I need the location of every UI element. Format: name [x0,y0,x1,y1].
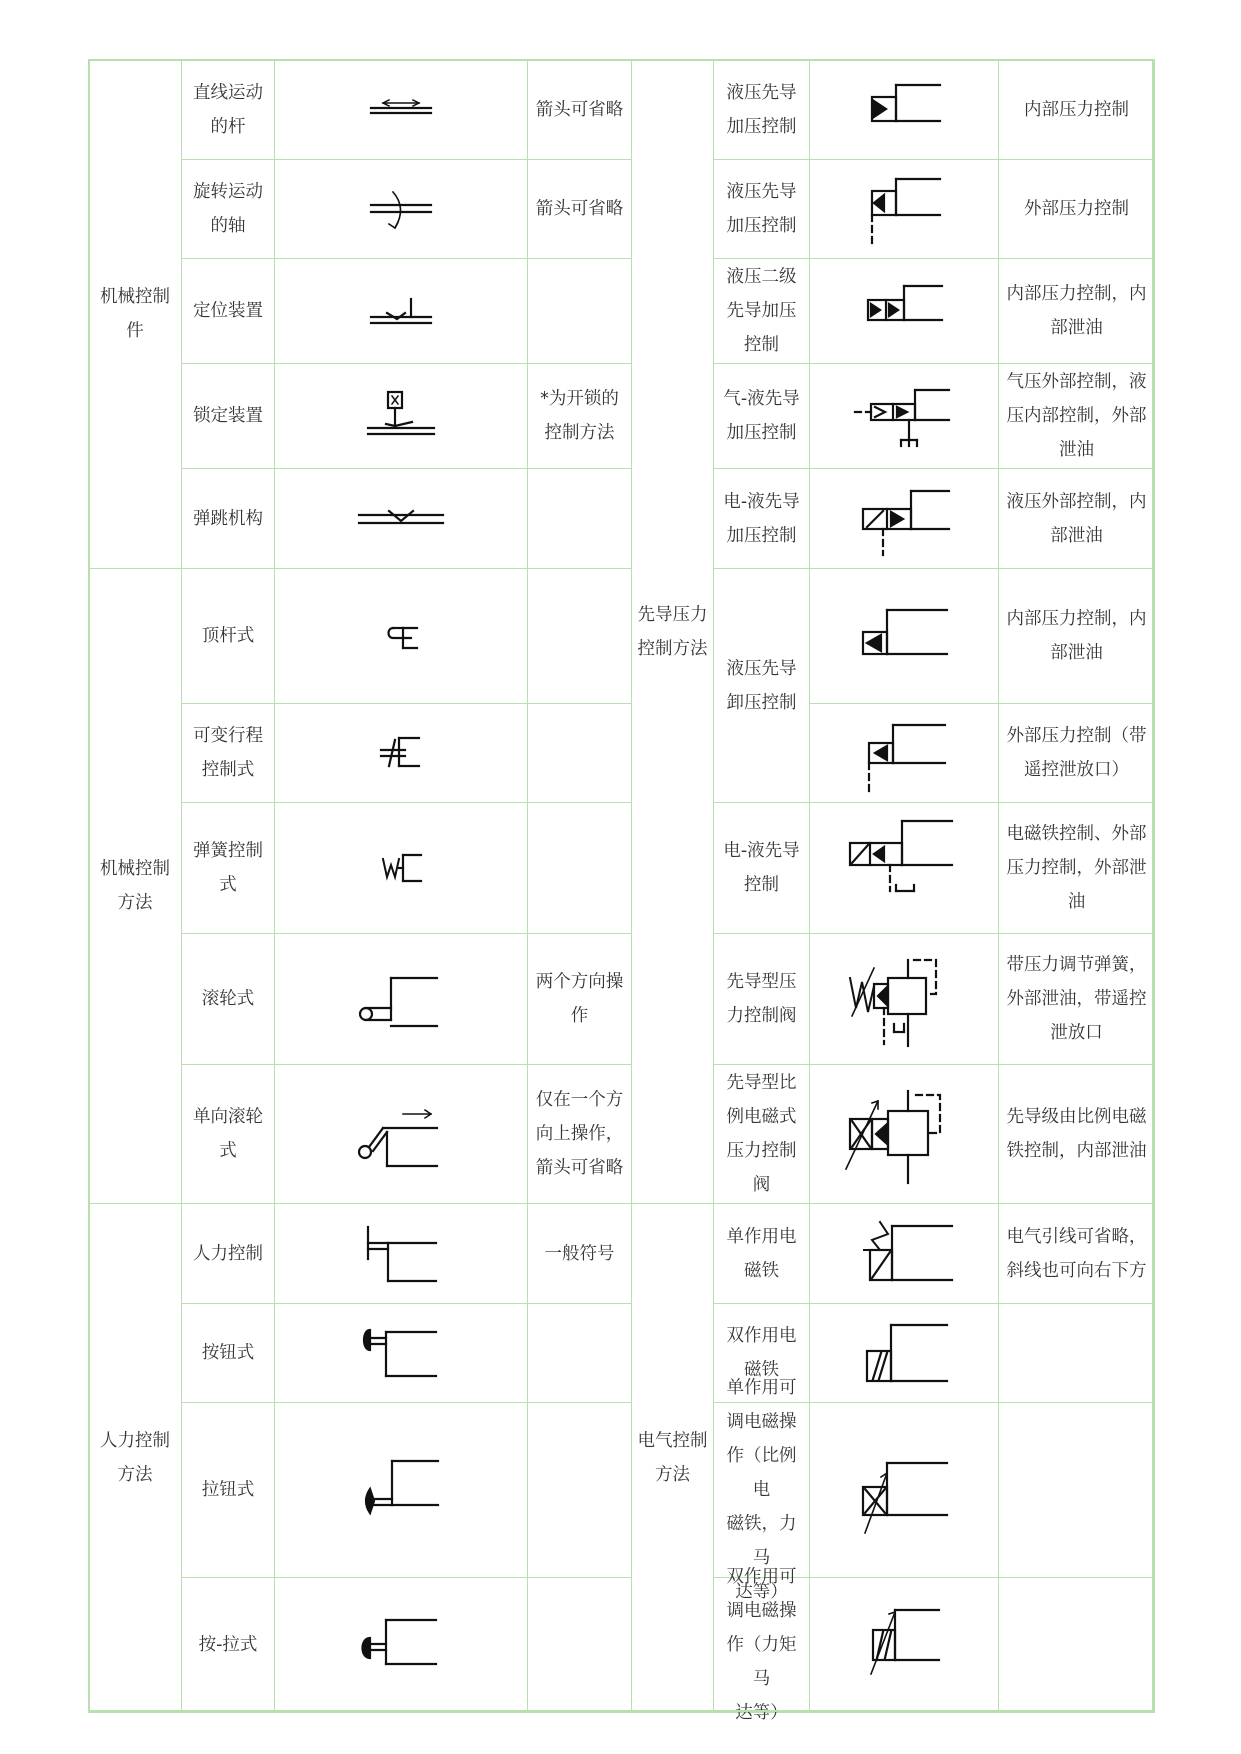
symbol-name-line: 定位装置 [193,301,263,321]
symbol-cell [274,159,528,259]
hydraulic-pilot-pressurize-symbol [854,75,954,145]
linear-rod-symbol [361,95,441,125]
symbol-name-line: 磁铁，力马 [726,1514,797,1568]
one-way-roller-symbol [351,1094,451,1174]
pilot-release-internal-symbol [849,596,959,676]
symbol-note [527,1577,632,1713]
symbol-name [181,1577,275,1713]
symbol-cell [809,59,999,160]
symbol-name-line: 加压控制 [726,423,797,443]
symbol-cell [274,802,528,934]
symbol-name [181,159,275,259]
symbol-name-line: 磁铁 [744,1260,779,1281]
symbol-note [527,1402,632,1578]
symbol-name-line: 式 [219,875,237,895]
symbol-note-line: 电磁铁控制、外部 [1006,824,1147,844]
torque-motor-symbol [849,1590,959,1700]
symbol-name [181,1402,275,1578]
manual-control-symbol [356,1219,446,1289]
symbol-note [998,1577,1155,1713]
symbol-cell [274,568,528,704]
symbol-note-line: 一般符号 [544,1243,615,1264]
symbol-name [181,59,275,160]
symbol-name-line: 式 [219,1141,237,1161]
symbol-name-line: 气-液先导 [723,389,800,409]
symbol-name [713,363,810,469]
symbol-cell [809,802,999,934]
symbol-note [998,159,1155,259]
symbol-note-line: 部泄油 [1050,643,1103,663]
symbol-note [527,1203,632,1304]
symbol-note [527,933,632,1065]
symbol-name-line: 人力控制 [193,1243,263,1264]
symbol-name-line: 压力控制 [726,1141,797,1161]
group-mechanical-methods-line: 方法 [117,893,153,913]
symbol-name-line: 双作用电 [726,1326,797,1346]
detent-device-symbol [361,291,441,331]
electro-hydraulic-pilot-symbol [849,479,959,559]
symbol-name-line: 先导加压 [726,301,797,321]
symbol-name-line: 调电磁操 [726,1601,797,1621]
symbol-name-line: 先导型压 [726,972,797,992]
symbol-name-line: 旋转运动 [193,182,263,202]
symbol-note-line: 油 [1067,892,1086,912]
push-button-symbol [356,1318,446,1388]
symbol-name-line: 加压控制 [726,216,797,236]
push-pull-symbol [356,1600,446,1690]
symbol-note [998,1303,1155,1403]
locking-device-symbol [356,386,446,446]
symbol-name [713,1567,810,1723]
symbol-name-line: 加压控制 [726,116,797,137]
symbol-cell [809,468,999,569]
symbol-note-line: 内部压力控制，内 [1006,609,1147,629]
group-manual-methods-line: 人力控制 [100,1431,170,1451]
symbol-cell [809,568,999,704]
symbol-note [998,468,1155,569]
symbol-name [181,1203,275,1304]
symbol-cell [274,1064,528,1204]
symbol-note-line: 两个方向操 [535,972,624,992]
symbol-name-line: 电-液先导 [723,491,800,512]
symbol-name-line: 磁铁 [744,1360,779,1380]
symbol-table [88,59,1154,1723]
symbol-note-line: 部泄油 [1050,318,1103,338]
symbol-name-line: 按钮式 [201,1343,255,1363]
symbol-cell [274,933,528,1065]
symbol-name-line: 卸压控制 [726,692,797,713]
symbol-name-line: 先导型比 [726,1073,797,1093]
air-hydraulic-pilot-symbol [849,376,959,456]
symbol-name [181,568,275,704]
symbol-name-line: 液压先导 [726,82,797,103]
symbol-name [181,1064,275,1204]
symbol-note [998,802,1155,934]
symbol-name-line: 锁定装置 [193,406,263,426]
proportional-solenoid-symbol [849,1435,959,1545]
group-mechanical-methods-line: 机械控制 [100,859,170,879]
symbol-cell [274,258,528,364]
symbol-cell [809,1303,999,1403]
symbol-name-line: 控制 [743,875,779,895]
symbol-note-line: 外部压力控制（带 [1006,726,1147,746]
symbol-note [998,258,1155,364]
symbol-name-line: 的轴 [210,216,246,236]
symbol-note-line: 液压外部控制，内 [1006,491,1147,512]
electro-hydraulic-control-symbol [844,813,964,923]
symbol-name-line: 液压先导 [726,658,797,679]
symbol-note [998,933,1155,1065]
hydraulic-pilot-external-symbol [854,169,954,249]
symbol-name-line: 液压先导 [726,182,797,202]
symbol-name-line: 单作用电 [726,1226,797,1247]
symbol-note-line: 外部泄油，带遥控 [1006,989,1147,1009]
spring-control-symbol [371,843,431,893]
symbol-cell [809,1577,999,1713]
symbol-name-line: 作（比例电 [726,1446,797,1500]
symbol-name-line: 力控制阀 [726,1006,797,1026]
symbol-name-line: 电-液先导 [723,841,800,861]
pilot-release-external-symbol [849,713,959,793]
symbol-name [713,1064,810,1204]
symbol-name [713,159,810,259]
symbol-name-line: 加压控制 [726,525,797,546]
symbol-note [527,703,632,803]
symbol-name-line: 双作用可 [726,1567,797,1587]
symbol-cell [809,1064,999,1204]
plunger-symbol [371,616,431,656]
symbol-cell [809,703,999,803]
symbol-note [998,59,1155,160]
symbol-note-line: 泄油 [1059,440,1094,460]
symbol-note [998,1203,1155,1304]
symbol-note-line: 压力控制，外部泄 [1006,858,1147,878]
symbol-cell [809,1203,999,1304]
symbol-cell [274,1577,528,1713]
symbol-name-line: 达等） [735,1703,788,1723]
symbol-note-line: *为开锁的 [540,389,619,409]
symbol-note-line: 箭头可省略 [535,199,624,219]
symbol-note-line: 斜线也可向右下方 [1006,1260,1147,1281]
symbol-name [181,802,275,934]
symbol-name-line: 液压二级 [726,267,797,287]
symbol-cell [274,1203,528,1304]
symbol-note [527,802,632,934]
symbol-note-line: 外部压力控制 [1024,199,1129,219]
symbol-note [998,568,1155,704]
group-mechanical-methods [88,568,182,1204]
symbol-name [181,468,275,569]
symbol-note-line: 气压外部控制，液 [1006,372,1147,392]
symbol-name-line: 达等） [735,1582,788,1602]
symbol-name-line: 弹跳机构 [193,508,263,529]
symbol-name [713,1203,810,1304]
symbol-note-line: 部泄油 [1050,525,1103,546]
symbol-note-line: 箭头可省略 [535,1158,624,1178]
symbol-note-line: 压内部控制，外部 [1006,406,1147,426]
symbol-name [713,568,810,803]
symbol-note-line: 泄放口 [1050,1023,1103,1043]
symbol-note [527,59,632,160]
symbol-note [527,568,632,704]
symbol-note-line: 内部压力控制 [1024,99,1129,120]
symbol-note [998,703,1155,803]
symbol-name-line: 可变行程 [193,726,263,746]
rotary-shaft-symbol [361,184,441,234]
symbol-note-line: 带压力调节弹簧， [1006,955,1147,975]
symbol-note [998,1402,1155,1578]
symbol-name [713,468,810,569]
group-pilot-pressure-line: 先导压力 [637,604,708,625]
roller-symbol [351,964,451,1034]
two-stage-pilot-symbol [854,276,954,346]
group-mechanical-parts [88,59,182,569]
symbol-note-line: 控制方法 [544,423,615,443]
symbol-name [181,363,275,469]
symbol-name [713,258,810,364]
group-electric [631,1203,714,1713]
symbol-cell [274,59,528,160]
symbol-name [181,258,275,364]
symbol-note [527,1064,632,1204]
single-solenoid-symbol [844,1214,964,1294]
symbol-name [713,1378,810,1602]
symbol-cell [809,933,999,1065]
symbol-note [998,1064,1155,1204]
symbol-name [181,1303,275,1403]
pull-button-symbol [356,1445,446,1535]
symbol-note [527,468,632,569]
symbol-note [527,1303,632,1403]
symbol-note [527,258,632,364]
group-electric-line: 方法 [655,1465,690,1485]
symbol-cell [809,1402,999,1578]
group-pilot-pressure-line: 控制方法 [637,638,708,659]
symbol-name-line: 例电磁式 [726,1107,797,1127]
symbol-cell [809,159,999,259]
symbol-name [713,59,810,160]
symbol-note-line: 先导级由比例电磁 [1006,1107,1147,1127]
symbol-cell [274,363,528,469]
symbol-name [713,802,810,934]
symbol-note [998,363,1155,469]
symbol-name-line: 阀 [752,1175,771,1195]
symbol-cell [809,363,999,469]
symbol-note-line: 仅在一个方 [535,1090,624,1110]
group-electric-line: 电气控制 [637,1431,708,1451]
group-mechanical-parts-line: 机械控制 [100,287,170,307]
symbol-note-line: 箭头可省略 [535,99,624,120]
variable-stroke-symbol [371,728,431,778]
symbol-name-line: 滚轮式 [201,989,255,1009]
symbol-note-line: 遥控泄放口） [1024,760,1129,780]
symbol-note-line: 电气引线可省略， [1006,1226,1147,1247]
symbol-name-line: 弹簧控制 [193,841,263,861]
symbol-name [181,703,275,803]
symbol-name-line: 单作用可 [726,1378,797,1398]
symbol-name-line: 的杆 [210,116,246,137]
over-center-symbol [351,499,451,539]
group-manual-methods [88,1203,182,1713]
group-manual-methods-line: 方法 [117,1465,153,1485]
symbol-name-line: 顶杆式 [201,626,255,646]
symbol-name-line: 控制 [744,335,779,355]
group-pilot-pressure [631,59,714,1204]
symbol-name [181,933,275,1065]
double-solenoid-symbol [849,1313,959,1393]
symbol-cell [809,258,999,364]
symbol-name-line: 拉钮式 [201,1480,255,1500]
symbol-note-line: 向上操作， [535,1124,624,1144]
symbol-cell [274,1303,528,1403]
symbol-name-line: 控制式 [201,760,255,780]
symbol-name-line: 单向滚轮 [193,1107,263,1127]
symbol-name-line: 直线运动 [193,82,263,103]
symbol-name-line: 作（力矩马 [726,1635,797,1689]
symbol-name-line: 按-拉式 [198,1635,258,1655]
proportional-pilot-valve-symbol [844,1079,964,1189]
symbol-note-line: 内部压力控制，内 [1006,284,1147,304]
group-mechanical-parts-line: 件 [126,321,144,341]
symbol-cell [274,468,528,569]
symbol-name [713,933,810,1065]
symbol-note-line: 铁控制，内部泄油 [1006,1141,1147,1161]
symbol-note [527,363,632,469]
symbol-note-line: 作 [570,1006,589,1026]
pilot-pressure-valve-symbol [844,944,964,1054]
symbol-name-line: 调电磁操 [726,1412,797,1432]
symbol-cell [274,1402,528,1578]
symbol-cell [274,703,528,803]
symbol-note [527,159,632,259]
